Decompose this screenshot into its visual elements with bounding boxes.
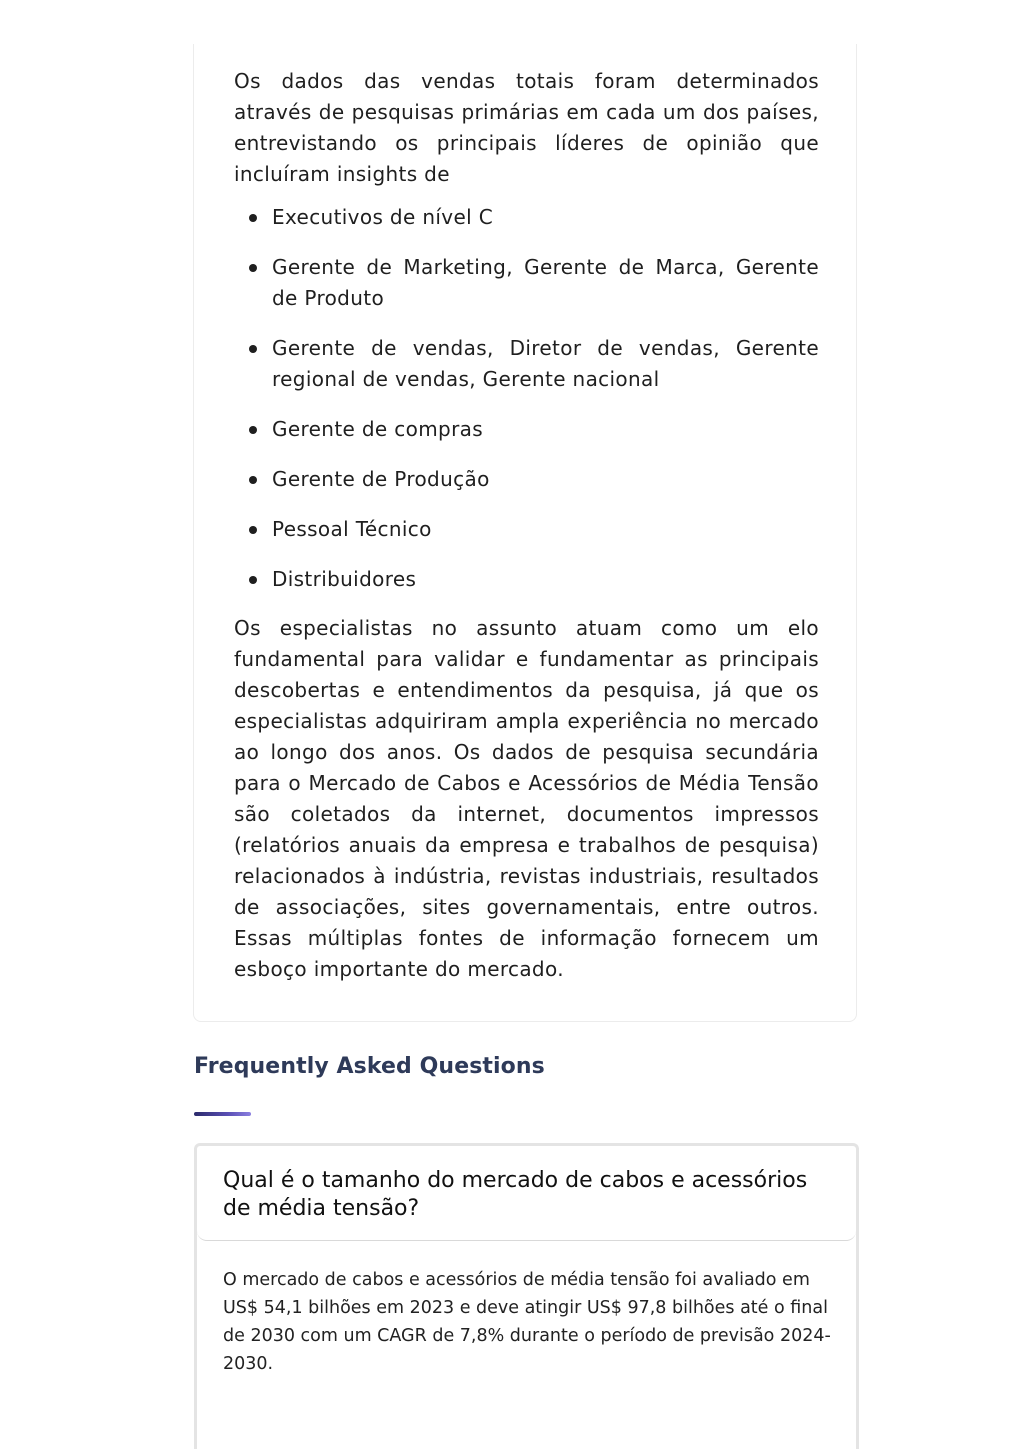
list-item-label: Executivos de nível C [272,205,494,229]
faq-answer-text: O mercado de cabos e acessórios de média tensão foi avaliado em US$ 54,1 bilhões em 2023 e deve atingir US$ 97,8 bilhões até o final de 2030 com um CAGR de 7,8% durante o período de previsão 2024-2030. [223,1270,831,1374]
faq-heading-underline [194,1112,251,1116]
bullet-icon [249,345,257,353]
bullet-icon [249,264,257,272]
methodology-card [193,44,857,1022]
methodology-conclusion: Os especialistas no assunto atuam como um elo fundamental para validar e fundamentar as principais descobertas e entendimentos da pesquisa, já que os especialistas adquiriram ampla experiência no mercado ao longo dos anos. Os dados de pesquisa secundária para o Mercado de Cabos e Acessórios de Média Tensão são coletados da internet, documentos impressos (relatórios anuais da empresa e trabalhos de pesquisa) relacionados à indústria, revistas industriais, resultados de associações, sites governamentais, entre outros. Essas múltiplas fontes de informação fornecem um esboço importante do mercado. [234,616,819,981]
faq-heading: Frequently Asked Questions [194,1054,545,1079]
methodology-content [234,66,819,985]
bullet-icon [249,214,257,222]
list-item-label: Pessoal Técnico [272,517,432,541]
list-item-label: Distribuidores [272,567,417,591]
respondent-list [234,202,819,595]
faq-accordion-item [194,1143,859,1449]
list-item [234,414,819,445]
methodology-intro: Os dados das vendas totais foram determinados através de pesquisas primárias em cada um dos países, entrevistando os principais líderes de opinião que incluíram insights de [234,69,819,186]
bullet-icon [249,576,257,584]
list-item [234,252,819,314]
list-item [234,564,819,595]
list-item [234,514,819,545]
bullet-icon [249,426,257,434]
bullet-icon [249,526,257,534]
list-item-label: Gerente de vendas, Diretor de vendas, Gerente regional de vendas, Gerente nacional [272,336,819,391]
list-item-label: Gerente de Produção [272,467,490,491]
list-item [234,202,819,233]
list-item-label: Gerente de compras [272,417,484,441]
bullet-icon [249,476,257,484]
list-item [234,464,819,495]
faq-question-text: Qual é o tamanho do mercado de cabos e acessórios de média tensão? [223,1168,808,1221]
list-item-label: Gerente de Marketing, Gerente de Marca, Gerente de Produto [272,255,819,310]
list-item [234,333,819,395]
faq-question-toggle[interactable] [197,1146,856,1241]
